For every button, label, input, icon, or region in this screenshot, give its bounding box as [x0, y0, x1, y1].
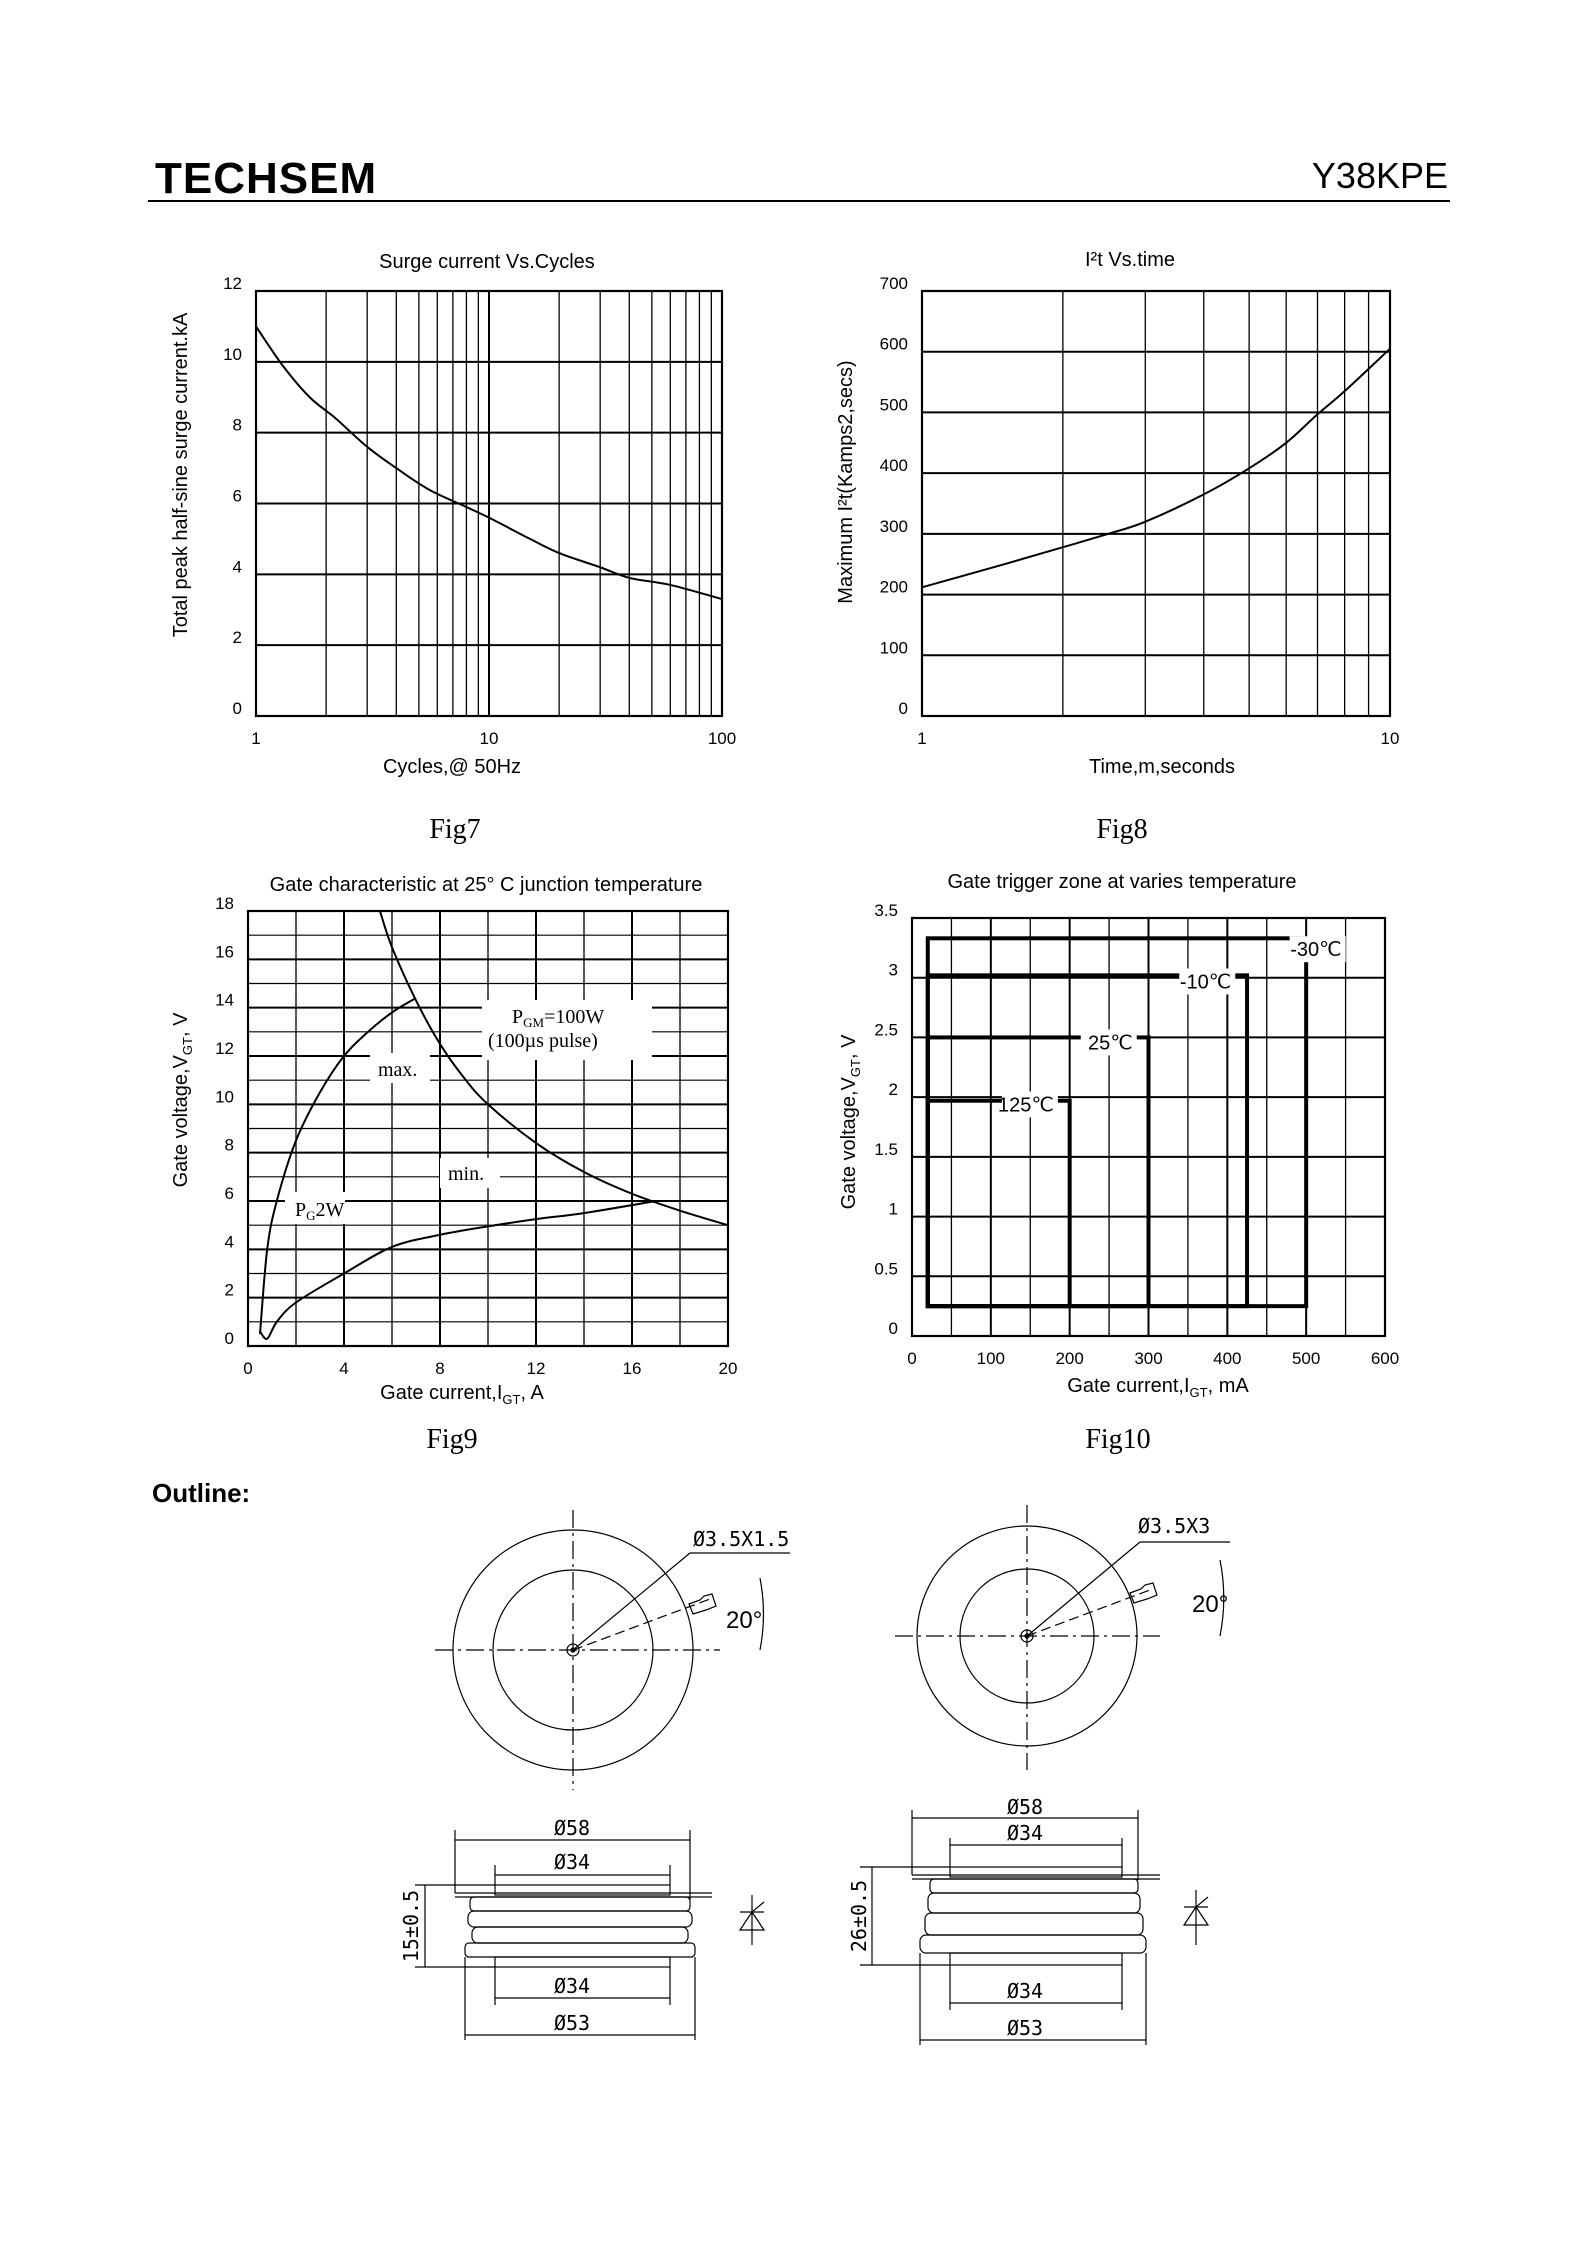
fig8-ytick-label: 400	[879, 456, 908, 476]
outline-left-d58: Ø58	[553, 1816, 591, 1840]
outline-right-d53: Ø53	[1006, 2016, 1044, 2040]
fig10-ylabel	[838, 1034, 863, 1209]
fig8-ylabel: Maximum I²t(Kamps2,secs)	[835, 360, 857, 604]
fig7-ticks	[223, 274, 736, 748]
outline-right-height: 26±0.5	[847, 1879, 871, 1953]
fig9-ytick-label: 4	[224, 1232, 234, 1252]
fig9-ylabel-sub: GT	[180, 1037, 195, 1056]
fig8-ytick-label: 100	[879, 638, 908, 658]
fig7-title: Surge current Vs.Cycles	[379, 251, 595, 273]
fig10-zone-label-3: 125℃	[998, 1094, 1054, 1117]
fig9-series	[260, 911, 728, 1339]
outline-right-d58: Ø58	[1006, 1795, 1044, 1819]
outline-left	[415, 1510, 790, 2040]
outline-right-d34-top: Ø34	[1006, 1821, 1044, 1845]
fig8-xtick-label: 1	[917, 729, 927, 748]
fig8-ticks	[880, 274, 1400, 748]
fig9-ytick-label: 18	[215, 894, 234, 913]
fig9-ylabel	[170, 1012, 195, 1187]
fig9-pgm-sub: GM	[523, 1015, 545, 1030]
fig9-grid	[248, 911, 728, 1346]
fig10-xlabel-unit: , mA	[1207, 1375, 1249, 1397]
chart-fig10	[838, 871, 1399, 1455]
fig8-xtick-label: 10	[1380, 729, 1400, 748]
fig10-ticks	[874, 901, 1399, 1368]
fig9-series-line-2	[380, 911, 728, 1225]
outline-left-body-1	[470, 1897, 690, 1911]
fig9-ytick-label: 10	[215, 1087, 234, 1107]
outline-right-body-3	[925, 1913, 1143, 1935]
fig9-xtick-label: 12	[526, 1359, 546, 1378]
outline-left-body-3	[472, 1927, 688, 1943]
fig7-ytick-label: 6	[232, 486, 242, 506]
fig7-ytick-label: 8	[232, 415, 242, 435]
fig9-ytick-label: 8	[224, 1135, 234, 1155]
fig7-ytick-label: 2	[232, 628, 242, 648]
fig9-pg-val: 2W	[315, 1199, 345, 1221]
fig8-ytick-label: 0	[898, 699, 908, 718]
fig10-ylabel-sub: GT	[848, 1059, 863, 1078]
fig8-ytick-label: 200	[879, 577, 908, 597]
fig9-ytick-label: 0	[224, 1329, 234, 1348]
fig9-ytick-label: 2	[224, 1280, 234, 1300]
fig8-ytick-label: 300	[879, 516, 908, 536]
fig9-xtick-label: 20	[718, 1359, 738, 1378]
fig10-ylabel-main: Gate voltage,V	[838, 1077, 860, 1210]
outline-right-body-1	[930, 1879, 1138, 1893]
outline-right-body-2	[928, 1893, 1140, 1913]
chart-fig8	[835, 249, 1399, 845]
fig10-ytick-label: 1.5	[874, 1139, 898, 1159]
outline-right	[860, 1505, 1230, 2045]
outline-right-body-4	[920, 1935, 1146, 1953]
outline-left-bottom-cap	[495, 1957, 670, 1967]
fig10-zone-label-2: 25℃	[1088, 1032, 1133, 1055]
fig8-grid	[922, 291, 1390, 716]
fig8-frame	[922, 291, 1390, 716]
fig9-xlabel-main: Gate current,I	[380, 1382, 503, 1404]
fig9-xlabel	[380, 1382, 544, 1407]
outline-left-height: 15±0.5	[399, 1889, 423, 1963]
outline-left-body-2	[468, 1911, 692, 1927]
fig7-ytick-label: 12	[223, 274, 242, 293]
fig10-xlabel	[1067, 1375, 1249, 1400]
fig9-ylabel-main: Gate voltage,V	[170, 1055, 192, 1188]
fig8-xlabel: Time,m,seconds	[1089, 756, 1235, 778]
fig9-xtick-label: 16	[622, 1359, 642, 1378]
fig10-zone-label-0: -30℃	[1290, 939, 1342, 962]
fig10-xtick-label: 0	[907, 1349, 917, 1368]
fig9-pgm-main: P	[512, 1006, 524, 1028]
fig10-xtick-label: 600	[1370, 1349, 1400, 1368]
outline-left-hole-label: Ø3.5X1.5	[693, 1527, 790, 1551]
fig10-xtick-label: 100	[976, 1349, 1006, 1368]
fig9-pg-label	[295, 1199, 345, 1223]
fig8-ytick-label: 600	[879, 334, 908, 354]
fig10-zone-0	[928, 938, 1306, 1306]
fig10-xtick-label: 400	[1213, 1349, 1242, 1368]
fig8-title: I²t Vs.time	[1084, 249, 1176, 271]
brand-logo: TECHSEM	[155, 154, 378, 203]
fig9-pgm-val: =100W	[544, 1006, 605, 1028]
fig7-caption: Fig7	[429, 814, 481, 845]
fig7-ytick-label: 0	[232, 699, 242, 718]
chart-fig9	[170, 874, 737, 1455]
fig10-ytick-label: 2	[888, 1080, 898, 1100]
header	[148, 154, 1450, 203]
outline-right-bottom-cap	[950, 1953, 1122, 1965]
fig9-xlabel-unit: , A	[520, 1382, 544, 1404]
fig9-max-label: max.	[378, 1059, 418, 1081]
fig9-ytick-label: 14	[215, 990, 234, 1010]
fig9-caption: Fig9	[426, 1424, 478, 1455]
outline-left-leader	[573, 1553, 690, 1650]
fig10-ytick-label: 0	[888, 1319, 898, 1338]
fig10-ytick-label: 3.5	[874, 901, 898, 920]
fig10-zone-label-1: -10℃	[1179, 971, 1232, 994]
fig10-xtick-label: 300	[1134, 1349, 1163, 1368]
outline-heading: Outline:	[152, 1478, 251, 1508]
fig10-ytick-label: 1	[888, 1199, 898, 1219]
fig10-caption: Fig10	[1085, 1424, 1151, 1455]
fig10-xlabel-sub: GT	[1189, 1385, 1208, 1400]
fig10-ytick-label: 2.5	[874, 1020, 898, 1040]
fig9-min-label: min.	[448, 1163, 485, 1185]
outline-right-thyristor-symbol	[1184, 1890, 1208, 1945]
fig10-ytick-label: 0.5	[874, 1259, 898, 1279]
fig7-ytick-label: 10	[223, 344, 242, 364]
fig9-xlabel-sub: GT	[502, 1392, 521, 1407]
fig9-ytick-label: 12	[215, 1039, 234, 1058]
fig10-xtick-label: 200	[1055, 1349, 1084, 1368]
fig8-ytick-label: 700	[879, 274, 908, 293]
fig9-ytick-label: 6	[224, 1184, 234, 1203]
fig9-pg-main: P	[295, 1199, 307, 1221]
fig8-series-line	[922, 349, 1390, 588]
outline-left-angle-label: 20°	[726, 1607, 763, 1634]
outline-left-top-view	[435, 1510, 790, 1790]
fig9-ylabel-unit: , V	[170, 1012, 192, 1038]
fig10-ytick-label: 3	[888, 960, 898, 980]
fig10-title: Gate trigger zone at varies temperature	[947, 871, 1297, 893]
outline-left-labels	[399, 1527, 789, 2035]
fig9-xtick-label: 4	[339, 1359, 349, 1378]
outline-right-d34-bottom: Ø34	[1006, 1979, 1044, 2003]
outline-left-d34-top: Ø34	[553, 1850, 591, 1874]
fig10-zone-2	[928, 1037, 1149, 1306]
fig7-xlabel: Cycles,@ 50Hz	[382, 756, 522, 778]
fig7-ytick-label: 4	[232, 557, 242, 577]
outline-left-d53: Ø53	[553, 2011, 591, 2035]
fig7-xtick-label: 1	[251, 729, 261, 748]
chart-fig7	[170, 251, 736, 845]
fig9-pg-sub: G	[306, 1208, 316, 1223]
fig9-xtick-label: 8	[435, 1359, 445, 1378]
outline-left-body-4	[465, 1943, 695, 1957]
fig7-grid	[256, 291, 722, 716]
fig9-pulse-label: (100µs pulse)	[488, 1030, 598, 1052]
outline-right-leader	[1027, 1542, 1140, 1636]
fig7-ylabel: Total peak half-sine surge current.kA	[170, 312, 192, 638]
fig10-xtick-label: 500	[1291, 1349, 1321, 1368]
fig9-title: Gate characteristic at 25° C junction temperature	[269, 874, 703, 896]
outline-right-labels	[847, 1514, 1228, 2040]
fig9-xtick-label: 0	[243, 1359, 253, 1378]
outline-right-side-view	[860, 1810, 1208, 2045]
fig7-xtick-label: 100	[707, 729, 737, 748]
outline-left-d34-bottom: Ø34	[553, 1974, 591, 1998]
outline-right-angle-label: 20°	[1192, 1591, 1229, 1618]
outline-left-gate-tab	[689, 1594, 716, 1614]
fig9-ytick-label: 16	[215, 942, 234, 962]
outline-right-top-view	[895, 1505, 1230, 1770]
outline-left-thyristor-symbol	[740, 1895, 764, 1945]
outline-right-hole-label: Ø3.5X3	[1138, 1514, 1211, 1538]
fig10-xlabel-main: Gate current,I	[1067, 1375, 1190, 1397]
fig10-zone-1	[928, 975, 1247, 1306]
fig8-caption: Fig8	[1096, 814, 1148, 845]
fig7-xtick-label: 10	[479, 729, 499, 748]
fig8-ytick-label: 500	[879, 395, 908, 415]
part-number: Y38KPE	[1311, 155, 1448, 196]
fig10-ylabel-unit: , V	[838, 1034, 860, 1060]
